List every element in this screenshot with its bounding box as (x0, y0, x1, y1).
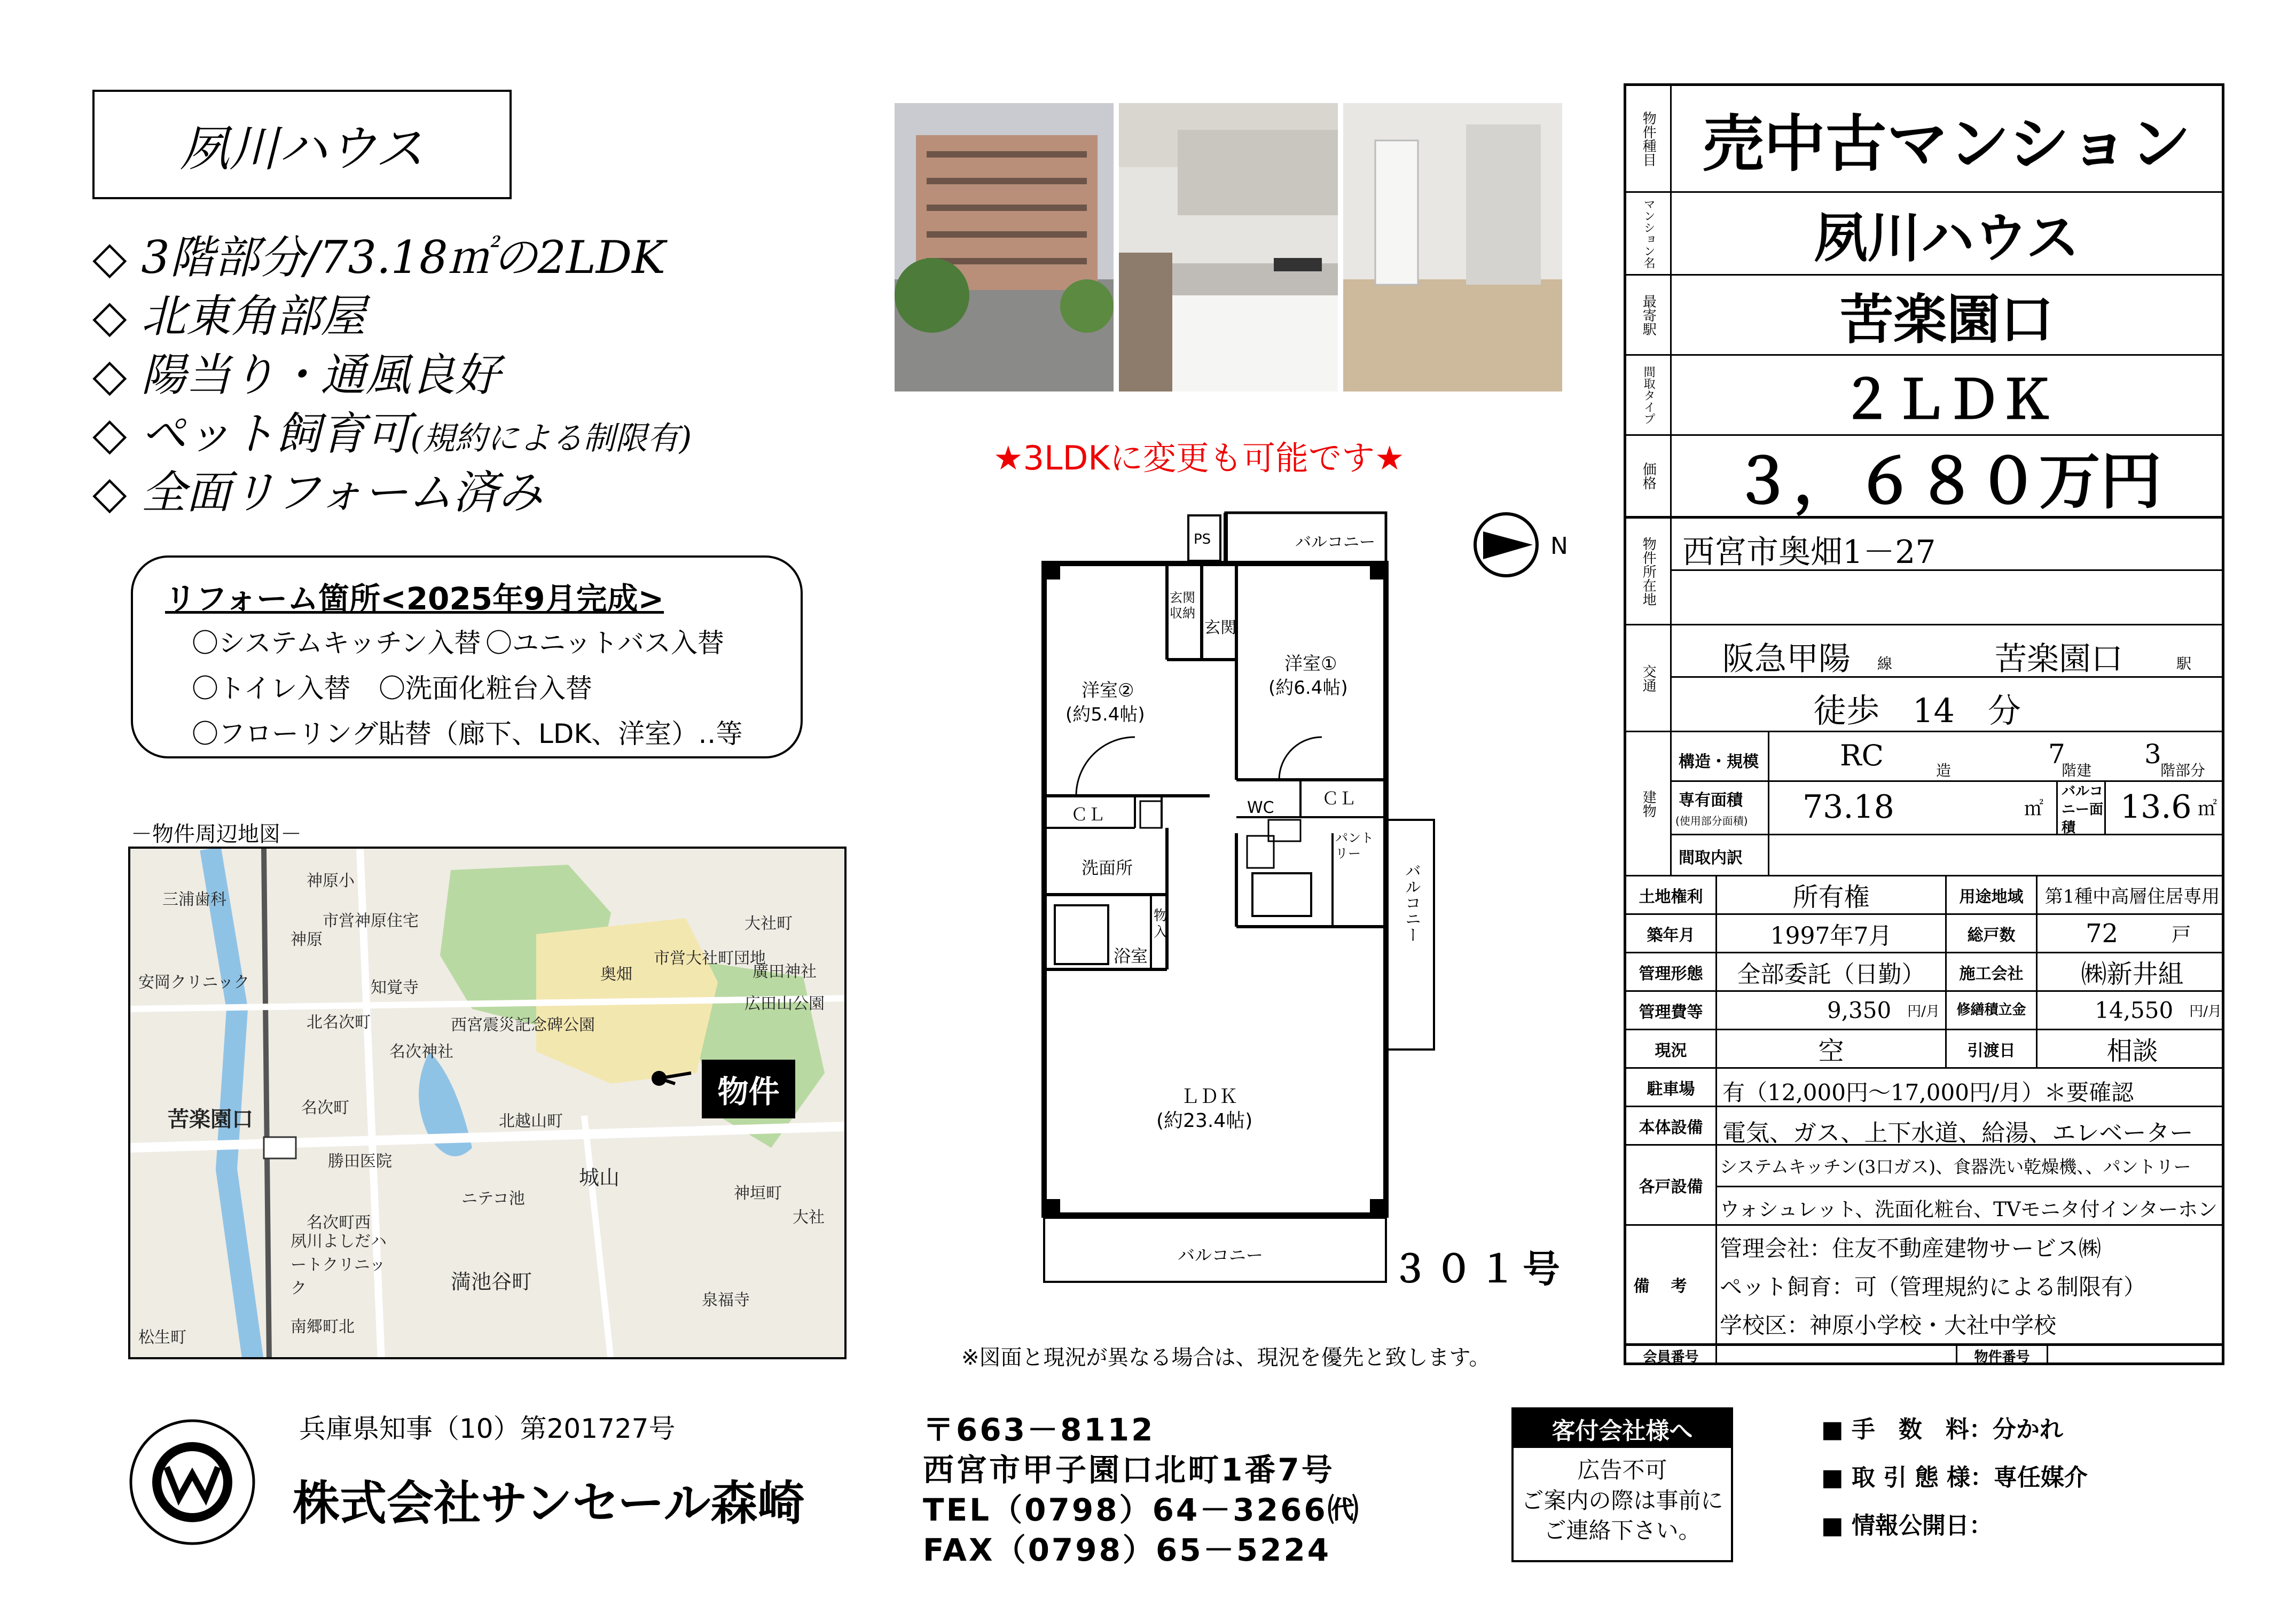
room-label: ＣＬ (1071, 804, 1106, 825)
row-traffic: 交通 阪急甲陽 線 苦楽園口 駅 徒歩 14 分 (1626, 625, 2222, 732)
unit-equipment-1: システムキッチン(3口ガス)、食器洗い乾燥機、、パントリー (1720, 1156, 2191, 1177)
floor: 3 (2144, 739, 2161, 770)
plan-note: ※図面と現況が異なる場合は、現況を優先と致します。 (961, 1345, 1491, 1370)
commission: ■ 手 数 料：分かれ (1821, 1416, 2063, 1443)
reform-item: 〇洗面化粧台入替 (379, 673, 592, 704)
bullet-icon: ◇ (92, 466, 127, 519)
map-label: 広田山公園 (745, 994, 825, 1013)
handover-date: 相談 (2106, 1036, 2158, 1066)
row-address: 物件所在地 西宮市奥畑1－27 (1626, 519, 2222, 625)
bullet-icon: ◇ (92, 349, 127, 401)
mansion-name: 夙川ハウス (1814, 207, 2080, 269)
room-label: (約23.4帖) (1156, 1110, 1253, 1132)
map-label: 城山 (579, 1166, 620, 1189)
parking: 有（12,000円～17,000円/月）＊要確認 (1722, 1079, 2134, 1106)
feature-3: ◇ 陽当り・通風良好 (92, 349, 500, 401)
property-table (1624, 83, 2224, 1365)
floor-plan (1033, 499, 1610, 1311)
room-label: (約6.4帖) (1268, 677, 1348, 699)
map-label: 勝田医院 (328, 1152, 392, 1171)
row-fees: 管理費等 9,350 円/月 修繕積立金 14,550 円/月 (1626, 992, 2222, 1030)
transaction-type: ■ 取 引 態 様：専任媒介 (1821, 1464, 2088, 1491)
builder: ㈱新井組 (2081, 959, 2184, 989)
company-name: 株式会社サンセール森崎 (293, 1476, 805, 1531)
room-label: PS (1194, 531, 1211, 547)
room-label: (約5.4帖) (1065, 704, 1145, 725)
map-label: 夙川よしだハートクリニック (291, 1232, 387, 1298)
unit-equipment-2: ウォシュレット、洗面化粧台、TVモニタ付インターホン (1720, 1198, 2217, 1221)
map-label: 安岡クリニック (138, 973, 250, 992)
feature-4: ◇ ペット飼育可(規約による制限有) (92, 408, 692, 460)
map-label: 松生町 (138, 1328, 186, 1347)
map-label: 大社 (793, 1208, 825, 1227)
area-map (128, 847, 847, 1359)
walk-time: 徒歩 14 分 (1813, 691, 2021, 730)
kitchen-photo-graphic (1119, 103, 1338, 391)
map-label: 北越山町 (499, 1112, 563, 1131)
room-label: 洋室① (1284, 653, 1337, 675)
postal-code: 〒663－8112 (923, 1412, 1155, 1448)
property-marker: 物件 (702, 1060, 795, 1118)
license-number: 兵庫県知事（10）第201727号 (299, 1413, 676, 1444)
row-built: 築年月 1997年7月 総戸数 72 戸 (1626, 915, 2222, 953)
map-label: 神原小 (307, 872, 355, 890)
structure: RC (1840, 739, 1884, 772)
row-mgmt: 管理形態 全部委託（日勤） 施工会社 ㈱新井組 (1626, 953, 2222, 992)
publish-date: ■ 情報公開日： (1821, 1512, 1993, 1539)
row-facility: 本体設備 電気、ガス、上下水道、給湯、エレベーター (1626, 1107, 2222, 1146)
balcony-area: 13.6 (2120, 788, 2192, 826)
feature-2: ◇ 北東角部屋 (92, 290, 366, 342)
map-label: 神垣町 (734, 1184, 782, 1203)
room-label: バルコニー (1295, 533, 1375, 552)
map-label: 知覚寺 (371, 978, 419, 997)
repair-fund: 14,550 (2095, 997, 2174, 1023)
bullet-icon: ◇ (92, 408, 127, 460)
room-label: 洗面所 (1082, 858, 1133, 878)
row-parking: 駐車場 有（12,000円～17,000円/月）＊要確認 (1626, 1069, 2222, 1107)
room-label: 玄関収納 (1170, 590, 1195, 621)
row-status: 現況 空 引渡日 相談 (1626, 1030, 2222, 1069)
agent-notice: 客付会社様へ 広告不可 ご案内の際は事前に ご連絡下さい。 (1511, 1407, 1733, 1562)
room-label: 玄関 (1204, 618, 1236, 637)
row-land: 土地権利 所有権 用途地域 第1種中高層住居専用 (1626, 876, 2222, 915)
room-photo (1343, 103, 1562, 391)
reform-item: 〇ユニットバス入替 (485, 628, 724, 659)
map-label: 神原 (291, 930, 323, 949)
bullet-icon: ◇ (92, 290, 127, 342)
reform-box (131, 555, 803, 758)
floor-plan-graphic (1033, 499, 1610, 1311)
map-title: －物件周辺地図－ (131, 822, 302, 847)
remark-2: ペット飼育：可（管理規約による制限有） (1720, 1274, 2146, 1300)
room-label: ＬＤＫ (1180, 1086, 1239, 1108)
map-label: 廣田神社 (753, 962, 817, 981)
current-status: 空 (1717, 1030, 1947, 1067)
feature-5: ◇ 全面リフォーム済み (92, 466, 543, 519)
bullet-icon: ◇ (92, 231, 127, 284)
map-label: 西宮震災記念碑公園 (451, 1016, 595, 1035)
line-name: 阪急甲陽 (1722, 640, 1851, 678)
reform-title: リフォーム箇所<2025年9月完成> (165, 581, 664, 617)
agent-notice-title: 客付会社様へ (1514, 1409, 1731, 1448)
reform-item: 〇システムキッチン入替 (192, 628, 481, 659)
unit-number: ３０１号 (1391, 1247, 1566, 1291)
management-fee: 9,350 (1827, 997, 1892, 1023)
remark-1: 管理会社：住友不動産建物サービス㈱ (1720, 1235, 2102, 1262)
land-right: 所有権 (1717, 876, 1947, 913)
price: ３，６８０万円 (1731, 445, 2162, 518)
row-building: 建物 構造・規模 RC 造 7 階建 3 階部分 専有面積 (使用部分面積) 73.18 ㎡ バルコニー面積 13.6 ㎡ 間取内訳 (1626, 732, 2222, 876)
property-name: 夙川ハウス (179, 120, 425, 177)
map-label: 市営大社町団地 (654, 949, 766, 968)
compass-label: N (1550, 532, 1568, 560)
row-member: 会員番号 物件番号 (1626, 1346, 2222, 1365)
map-label: 名次町西 (307, 1213, 371, 1232)
map-label: 市営神原住宅 (323, 912, 419, 930)
feature-1: ◇ 3階部分/73.18㎡の2LDK (92, 231, 665, 284)
reform-item: 〇トイレ入替 (192, 673, 351, 704)
row-remarks: 備考 管理会社：住友不動産建物サービス㈱ ペット飼育：可（管理規約による制限有） 学校区：神原小学校・大社中学校 (1626, 1226, 2222, 1346)
building-facilities: 電気、ガス、上下水道、給湯、エレベーター (1722, 1119, 2193, 1147)
map-label: 三浦歯科 (162, 890, 226, 909)
map-label: 満池谷町 (451, 1270, 532, 1294)
row-type: 物件種目 売中古マンション (1626, 86, 2222, 193)
room-photo-graphic (1343, 103, 1562, 391)
map-label: 北名次町 (307, 1013, 371, 1032)
company-fax: FAX（0798）65－5224 (923, 1532, 1331, 1568)
row-unit-eq: 各戸設備 システムキッチン(3口ガス)、食器洗い乾燥機、、パントリー ウォシュレット、洗面化粧台、TVモニタ付インターホン (1626, 1146, 2222, 1226)
kitchen-photo (1119, 103, 1338, 391)
total-units: 72 (2086, 918, 2119, 949)
row-mansion: マンション名 夙川ハウス (1626, 193, 2222, 276)
row-layout: 間取タイプ ２ＬＤＫ (1626, 356, 2222, 436)
row-station: 最寄駅 苦楽園口 (1626, 276, 2222, 356)
layout-type: ２ＬＤＫ (1840, 368, 2054, 431)
management-form: 全部委託（日勤） (1717, 953, 1947, 990)
station-name: 苦楽園口 (1995, 640, 2123, 678)
room-label: 浴室 (1114, 946, 1148, 966)
map-label: 名次町 (301, 1099, 349, 1117)
layout-change-note: ★3LDKに変更も可能です★ (993, 438, 1405, 477)
room-label: WC (1247, 798, 1274, 817)
total-floors: 7 (2048, 739, 2065, 770)
map-label: 大社町 (745, 914, 793, 933)
reform-item: 〇フローリング貼替（廊下、LDK、洋室）‥等 (192, 718, 743, 749)
company-logo (128, 1418, 256, 1548)
map-label: 南郷町北 (291, 1318, 355, 1336)
room-label: バルコニー (1178, 1245, 1264, 1265)
property-name-box (92, 90, 512, 199)
built-date: 1997年7月 (1717, 915, 1947, 952)
property-type: 売中古マンション (1702, 108, 2191, 180)
exterior-photo (895, 103, 1114, 391)
floor-area: 73.18 (1803, 788, 1894, 826)
company-logo-icon (128, 1418, 256, 1546)
company-tel: TEL（0798）64－3266㈹ (923, 1492, 1361, 1528)
map-label: 泉福寺 (702, 1291, 750, 1310)
room-label: バルコニー (1402, 863, 1421, 943)
address: 西宮市奥畑1－27 (1682, 534, 1936, 571)
room-label: 物入 (1154, 908, 1168, 941)
zoning: 第1種中高層住居専用 (2044, 886, 2220, 907)
room-label: ＣＬ (1322, 788, 1357, 809)
nearest-station: 苦楽園口 (1840, 288, 2054, 351)
map-label: 名次神社 (389, 1043, 453, 1061)
exterior-photo-graphic (895, 103, 1114, 391)
room-label: パントリー (1335, 831, 1374, 861)
remark-3: 学校区：神原小学校・大社中学校 (1720, 1312, 2057, 1338)
map-label: 苦楽園口 (168, 1107, 253, 1132)
room-label: 洋室② (1082, 680, 1134, 701)
row-price: 価格 ３，６８０万円 (1626, 436, 2222, 519)
map-label: 奥畑 (600, 965, 632, 984)
map-label: ニテコ池 (461, 1189, 525, 1208)
company-address: 西宮市甲子園口北町1番7号 (923, 1452, 1335, 1488)
